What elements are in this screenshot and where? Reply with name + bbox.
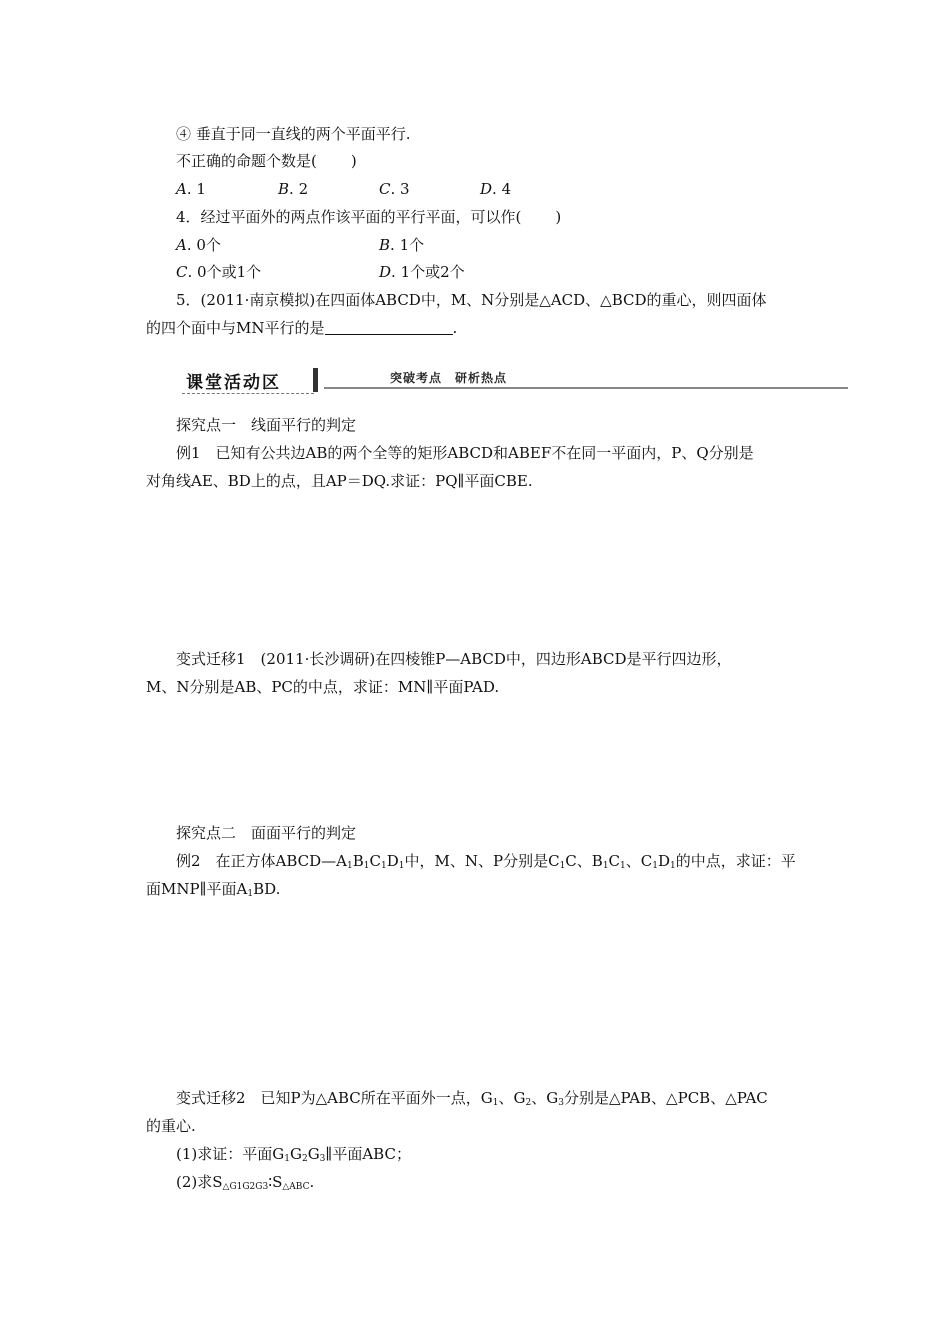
section-banner	[176, 366, 848, 396]
q4-option-c: C. 0个或1个	[176, 263, 262, 281]
banner-title: 课堂活动区	[186, 373, 281, 393]
variant-2-part-1: (1)求证：平面$G_1G_2G_3\parallel$平面ABC；	[176, 1145, 411, 1164]
q4-option-d: D. 1个或2个	[379, 263, 465, 281]
count-question-text: 不正确的命题个数是(	[176, 152, 317, 170]
variant-2-line-2: 的重心.	[146, 1117, 196, 1135]
question-4-text: 4．经过平面外的两点作该平面的平行平面，可以作(	[176, 208, 522, 226]
variant-2-line-1: 变式迁移2 已知P为△ABC所在平面外一点，$G_1$、$G_2$、$G_3$分别是△PAB、△PCB、△PAC	[176, 1089, 768, 1108]
section-2-heading: 探究点二 面面平行的判定	[176, 824, 357, 842]
example-2-line-1: 例2 在正方体$ABCD—A_1B_1C_1D_1$中，M、N、P分别是$C_1C$、$B_1C_1$、$C_1D_1$的中点，求证：平	[176, 852, 796, 871]
section-1-heading: 探究点一 线面平行的判定	[176, 416, 357, 434]
q3-option-c: C. 3	[379, 180, 410, 198]
q4-option-b: B. 1个	[379, 236, 425, 254]
variant-1-line-1: 变式迁移1 (2011·长沙调研)在四棱锥P—ABCD中，四边形ABCD是平行四边形，	[176, 650, 732, 668]
banner-rule	[324, 387, 848, 389]
variant-2-part-2: (2)求$S_{\triangle G1G2G3}∶S_{\triangle ABC}$.	[176, 1173, 315, 1192]
banner-subtitle: 突破考点 研析热点	[390, 371, 508, 385]
question-4-paren: )	[555, 208, 562, 226]
question-5-text: 的四个面中与MN平行的是	[146, 319, 325, 337]
example-2-line-2: 面MNP∥平面$A_1BD$.	[146, 880, 281, 899]
question-5-end: .	[452, 319, 458, 337]
banner-bar	[313, 368, 318, 392]
variant-1-line-2: M、N分别是AB、PC的中点，求证：MN∥平面PAD.	[146, 678, 500, 696]
q3-option-d: D. 4	[480, 180, 512, 198]
question-5-line-1: 5．(2011·南京模拟)在四面体ABCD中，M、N分别是△ACD、△BCD的重心，则四面体	[176, 291, 767, 309]
banner-dash	[182, 393, 314, 394]
q3-option-a: A. 1	[176, 180, 206, 198]
example-1-line-2: 对角线AE、BD上的点，且AP＝DQ.求证：PQ∥平面CBE.	[146, 472, 533, 490]
q4-option-a: A. 0个	[176, 236, 221, 254]
count-question-paren: )	[350, 152, 357, 170]
count-question	[176, 151, 357, 171]
item-4-statement: ④ 垂直于同一直线的两个平面平行.	[176, 125, 411, 143]
q3-option-b: B. 2	[278, 180, 309, 198]
answer-blank[interactable]	[325, 320, 453, 335]
question-4	[176, 207, 561, 227]
example-1-line-1: 例1 已知有公共边AB的两个全等的矩形ABCD和ABEF不在同一平面内，P、Q分别是	[176, 444, 754, 462]
question-5-line-2	[146, 318, 457, 338]
